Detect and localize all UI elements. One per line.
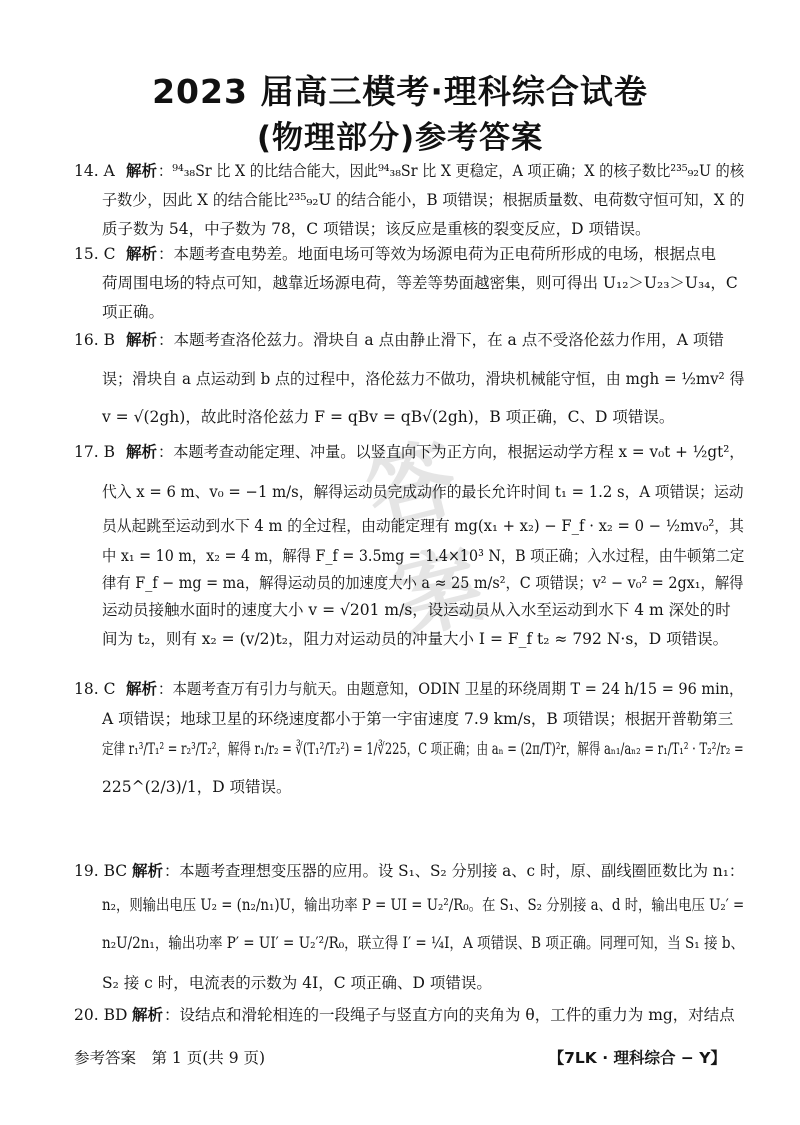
analysis-text: 质子数为 54，中子数为 78，C 项错误；该反应是重核的裂变反应，D 项错误。 <box>102 220 651 238</box>
analysis-text: v = √(2gh)，故此时洛伦兹力 F = qBv = qB√(2gh)，B 项正确，C、D 项错误。 <box>102 408 675 426</box>
analysis-label: 解析 <box>126 679 158 698</box>
answer-number: 17. B <box>74 443 115 461</box>
analysis-text: ：本题考查理想变压器的应用。设 S₁、S₂ 分别接 a、c 时，原、副线圈匝数比为 n₁： <box>164 862 745 880</box>
analysis-text: ：本题考查电势差。地面电场可等效为场源电荷为正电荷所形成的电场，根据点电 <box>158 245 717 263</box>
analysis-label: 解析 <box>126 161 158 180</box>
analysis-label: 解析 <box>126 442 158 461</box>
page-footer-left: 参考答案 第 1 页(共 9 页) <box>74 1049 266 1067</box>
analysis-label: 解析 <box>126 244 158 263</box>
analysis-text: 荷周围电场的特点可知，越靠近场源电荷，等差等势面越密集，则可得出 U₁₂＞U₂₃＞U₃₄，C <box>102 274 738 292</box>
analysis-text: A 项错误；地球卫星的环绕速度都小于第一宇宙速度 7.9 km/s，B 项错误；根据开普勒第三 <box>102 710 734 728</box>
analysis-text: 代入 x = 6 m、v₀ = −1 m/s，解得运动员完成动作的最长允许时间 t₁ = 1.2 s，A 项错误；运动 <box>102 483 744 501</box>
analysis-text: 定律 r₁³/T₁² = r₂³/T₂²，解得 r₁/r₂ = ∛(T₁²/T₂²) = 1/∛225，C 项正确；由 aₙ = (2π/T)²r，解得 aₙ₁/aₙ₂ = r₁/T₁² · T₂²/r₂ = <box>102 740 744 758</box>
analysis-text: 间为 t₂，则有 x₂ = (v/2)t₂，阻力对运动员的冲量大小 I = F_f t₂ ≈ 792 N·s，D 项错误。 <box>102 630 729 648</box>
answer-number: 16. B <box>74 331 115 349</box>
analysis-text: ：⁹⁴₃₈Sr 比 X 的比结合能大，因此⁹⁴₃₈Sr 比 X 更稳定，A 项正确；X 的核子数比²³⁵₉₂U 的核 <box>158 162 745 180</box>
analysis-text: 员从起跳至运动到水下 4 m 的全过程，由动能定理有 mg(x₁ + x₂) − F_f · x₂ = 0 − ½mv₀²，其 <box>102 517 744 535</box>
analysis-text: ：本题考查洛伦兹力。滑块自 a 点由静止滑下，在 a 点不受洛伦兹力作用，A 项错 <box>158 331 724 349</box>
page-footer-right: 【7LK · 理科综合 − Y】 <box>548 1049 726 1067</box>
analysis-label: 解析 <box>132 1005 164 1024</box>
analysis-text: 子数少，因此 X 的结合能比²³⁵₉₂U 的结合能小，B 项错误；根据质量数、电荷数守恒可知，X 的 <box>102 191 745 209</box>
watermark-stamp: 答案 <box>356 425 494 654</box>
page-title: 2023 届高三模考·理科综合试卷 <box>152 72 648 111</box>
analysis-text: n₂U/2n₁，输出功率 P′ = UI′ = U₂′²/R₀，联立得 I′ = ¼I，A 项错误、B 项正确。同理可知，当 S₁ 接 b、 <box>102 934 745 952</box>
analysis-text: 项正确。 <box>102 303 165 321</box>
analysis-text: ：本题考查动能定理、冲量。以竖直向下为正方向，根据运动学方程 x = v₀t + ½gt²， <box>158 443 745 461</box>
answer-number: 20. BD <box>74 1006 128 1024</box>
analysis-text: 律有 F_f − mg = ma，解得运动员的加速度大小 a ≈ 25 m/s²，C 项错误；v² − v₀² = 2gx₁，解得 <box>102 574 744 592</box>
analysis-text: 运动员接触水面时的速度大小 v = √201 m/s，设运动员从入水至运动到水下 4 m 深处的时 <box>102 601 731 619</box>
analysis-text: ：设结点和滑轮相连的一段绳子与竖直方向的夹角为 θ，工件的重力为 mg，对结点 <box>164 1006 735 1024</box>
answer-number: 18. C <box>74 680 116 698</box>
answer-number: 19. BC <box>74 862 128 880</box>
page-subtitle: (物理部分)参考答案 <box>256 120 544 156</box>
analysis-text: n₂，则输出电压 U₂ = (n₂/n₁)U，输出功率 P = UI = U₂²/R₀。在 S₁、S₂ 分别接 a、d 时，输出电压 U₂′ = <box>102 896 745 914</box>
answer-number: 14. A <box>74 162 115 180</box>
analysis-text: ：本题考查万有引力与航天。由题意知，ODIN 卫星的环绕周期 T = 24 h/15 = 96 min， <box>158 680 744 698</box>
answer-number: 15. C <box>74 245 116 263</box>
analysis-text: 误；滑块自 a 点运动到 b 点的过程中，洛伦兹力不做功，滑块机械能守恒，由 mgh = ½mv² 得 <box>102 370 745 388</box>
analysis-text: 中 x₁ = 10 m，x₂ = 4 m，解得 F_f = 3.5mg = 1.4×10³ N，B 项正确；入水过程，由牛顿第二定 <box>102 547 745 565</box>
analysis-label: 解析 <box>126 330 158 349</box>
analysis-text: S₂ 接 c 时，电流表的示数为 4I，C 项正确、D 项错误。 <box>102 974 492 992</box>
analysis-text: 225^(2/3)/1，D 项错误。 <box>102 778 292 796</box>
analysis-label: 解析 <box>132 861 164 880</box>
